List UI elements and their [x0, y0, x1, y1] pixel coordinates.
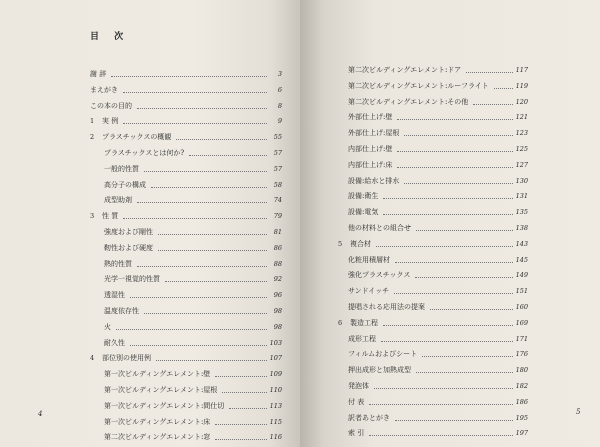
dot-leader [416, 371, 513, 373]
dot-leader [383, 213, 512, 215]
dot-leader [137, 201, 267, 203]
dot-leader [176, 138, 267, 140]
toc-entry-title: 靭性および硬度 [104, 243, 153, 252]
toc-entry-title: 外部仕上げ:屋根 [348, 129, 400, 138]
toc-entry [348, 188, 528, 204]
toc-entry-title: 部位別の使用例 [102, 354, 151, 363]
right-page-number: 5 [576, 408, 581, 416]
toc-page-number: 120 [515, 97, 528, 106]
right-page [300, 0, 600, 447]
dot-leader [369, 403, 512, 405]
toc-page-number: 130 [515, 176, 528, 185]
toc-entry [104, 240, 282, 256]
toc-page-number: 74 [273, 196, 282, 205]
toc-entry [104, 256, 282, 272]
toc-page-number: 98 [273, 322, 282, 331]
toc-page-number: 151 [515, 287, 528, 296]
chapter-number: 2 [90, 133, 95, 142]
toc-entry-title: 耐久性 [104, 338, 125, 347]
toc-entry [104, 287, 282, 303]
toc-entry [348, 394, 528, 410]
toc-entry-title: 第二次ビルディングエレメント:その他 [348, 97, 469, 106]
toc-entry-title: 強化プラスチックス [348, 271, 411, 280]
toc-entry-title: 成形工程 [348, 334, 376, 343]
toc-entry-title: サンドイッチ [348, 287, 390, 296]
toc-entry-title: 第一次ビルディングエレメント:間仕切 [104, 401, 225, 410]
toc-entry-title: 成型助剤 [104, 196, 132, 205]
toc-entry [348, 283, 528, 299]
dot-leader [123, 122, 267, 124]
toc-page-number: 109 [269, 370, 282, 379]
toc-entry [90, 208, 282, 224]
toc-page-number: 115 [269, 417, 282, 426]
toc-entry [104, 366, 282, 382]
toc-page-number: 57 [273, 149, 282, 157]
toc-entry [348, 362, 528, 378]
dot-leader [156, 359, 267, 361]
toc-entry [348, 78, 528, 94]
toc-entry [348, 267, 528, 283]
toc-entry-title: 設備:電気 [348, 208, 379, 217]
toc-entry [90, 98, 282, 114]
toc-page-number: 138 [515, 224, 528, 232]
toc-entry [90, 66, 282, 82]
toc-entry [104, 382, 282, 398]
toc-entry-title: 化粧用積層材 [348, 255, 390, 264]
toc-page-number: 127 [515, 160, 528, 169]
toc-entry-title: 実 例 [102, 117, 119, 126]
toc-page-number: 3 [277, 70, 282, 78]
toc-entry-title: 第一次ビルディングエレメント:床 [104, 417, 211, 426]
dot-leader [369, 434, 512, 436]
dot-leader [144, 312, 267, 314]
toc-page-number: 116 [269, 433, 282, 442]
toc-entry-title: 光学一視覚的性質 [104, 275, 160, 284]
dot-leader [111, 75, 267, 77]
dot-leader [137, 107, 267, 109]
toc-entry [348, 425, 528, 441]
toc-entry [104, 429, 282, 445]
dot-leader [123, 217, 267, 219]
chapter-number: 6 [338, 318, 343, 327]
dot-leader [144, 170, 267, 172]
toc-entry-title: 発泡体 [348, 382, 369, 390]
toc-page-number: 103 [269, 338, 282, 347]
dot-leader [473, 103, 512, 105]
toc-entry-title: 他の材料との組合せ [348, 224, 411, 232]
toc-entry-title: 第二次ビルディングエレメント:ルーフライト [348, 81, 489, 90]
toc-page-number: 57 [273, 164, 282, 173]
toc-page-number: 96 [273, 291, 282, 300]
dot-leader [394, 292, 512, 294]
toc-entry-title: 提唱される応用法の提案 [348, 303, 425, 311]
toc-page-number: 107 [269, 354, 282, 363]
chapter-number: 4 [90, 354, 95, 363]
toc-entry [348, 220, 528, 236]
toc-entry [348, 62, 528, 78]
toc-page-number: 125 [515, 145, 528, 153]
dot-leader [158, 249, 267, 251]
toc-entry-title: 第二次ビルディングエレメント:窓 [104, 433, 211, 442]
toc-entry-title: 設備:衛生 [348, 192, 379, 201]
dot-leader [130, 344, 267, 346]
toc-entry-title: 内部仕上げ:床 [348, 160, 393, 169]
dot-leader [430, 308, 513, 310]
toc-entry [348, 410, 528, 426]
dot-leader [165, 280, 267, 282]
dot-leader [422, 355, 512, 357]
toc-entry [104, 303, 282, 319]
toc-entry-title: 索 引 [348, 429, 365, 438]
toc-page-number: 113 [269, 401, 282, 410]
dot-leader [381, 340, 513, 342]
dot-leader [116, 328, 267, 330]
toc-page-number: 79 [273, 212, 282, 221]
dot-leader [397, 118, 512, 120]
dot-leader [151, 186, 267, 188]
toc-entry [104, 161, 282, 177]
toc-entry-title: 火 [104, 322, 111, 331]
toc-page-number: 145 [515, 255, 528, 264]
toc-entry [104, 224, 282, 240]
dot-leader [415, 276, 512, 278]
toc-entry [348, 299, 528, 315]
toc-page-number: 169 [515, 318, 528, 327]
toc-page-number: 186 [515, 397, 528, 406]
toc-entry-title: 設備:給水と排水 [348, 176, 400, 185]
toc-entry [90, 82, 282, 98]
toc-entry-title: 第一次ビルディングエレメント:屋根 [104, 386, 218, 394]
dot-leader [374, 387, 513, 389]
dot-leader [376, 245, 513, 247]
left-page-number: 4 [38, 410, 43, 418]
dot-leader [397, 166, 512, 168]
dot-leader [416, 229, 513, 231]
toc-heading: 目 次 [90, 32, 130, 42]
toc-entry [104, 319, 282, 335]
dot-leader [383, 324, 513, 326]
dot-leader [189, 154, 267, 156]
toc-page-number: 121 [515, 113, 528, 122]
dot-leader [137, 265, 267, 267]
toc-entry-title: フィルムおよびシート [348, 350, 418, 359]
dot-leader [222, 391, 266, 393]
dot-leader [123, 91, 267, 93]
toc-entry-title: 謝 辞 [90, 70, 107, 78]
toc-page-number: 180 [515, 366, 528, 375]
toc-page-number: 58 [273, 180, 282, 189]
dot-leader [395, 419, 513, 421]
toc-entry [90, 129, 282, 145]
toc-page-number: 8 [277, 101, 282, 110]
toc-page-number: 143 [515, 239, 528, 248]
dot-leader [215, 375, 266, 377]
toc-entry-title: 第二次ビルディングエレメント:ドア [348, 66, 462, 74]
toc-entry-title: 訳者あとがき [348, 413, 390, 422]
dot-leader [404, 182, 512, 184]
toc-page-number: 197 [515, 429, 528, 438]
toc-page-number: 98 [273, 307, 282, 315]
toc-entry [104, 398, 282, 414]
toc-page-number: 86 [273, 243, 282, 252]
toc-entry-title: プラスチックスとは何か? [104, 149, 185, 157]
toc-entry-title: 押出成形と加熱成型 [348, 366, 411, 375]
dot-leader [215, 423, 266, 425]
toc-page-number: 6 [277, 85, 282, 94]
toc-entry-title: 外部仕上げ:壁 [348, 113, 393, 122]
toc-entry [348, 94, 528, 110]
toc-page-number: 119 [515, 81, 528, 90]
toc-page-number: 131 [515, 192, 528, 201]
toc-page-number: 9 [277, 117, 282, 126]
toc-entry [104, 145, 282, 161]
toc-page-number: 171 [515, 334, 528, 343]
toc-entry-title: 熱的性質 [104, 259, 132, 268]
toc-page-number: 88 [273, 259, 282, 268]
toc-entry [348, 346, 528, 362]
toc-page-number: 176 [515, 350, 528, 359]
toc-entry-title: 一般的性質 [104, 164, 139, 173]
toc-entry-title: 透湿性 [104, 291, 125, 300]
toc-entry [348, 141, 528, 157]
toc-entry [104, 335, 282, 351]
toc-entry [90, 113, 282, 129]
dot-leader [215, 438, 266, 440]
toc-entry-title: 内部仕上げ:壁 [348, 145, 393, 153]
toc-entry [348, 173, 528, 189]
toc-entry-title: 第一次ビルディングエレメント:壁 [104, 370, 211, 379]
dot-leader [494, 87, 513, 89]
toc-page-number: 117 [515, 66, 528, 74]
toc-entry-title: 強度および剛性 [104, 228, 153, 236]
chapter-number: 5 [338, 239, 343, 248]
chapter-number: 1 [90, 117, 95, 126]
toc-entry [104, 177, 282, 193]
toc-entry [348, 378, 528, 394]
chapter-number: 3 [90, 212, 95, 221]
toc-page-number: 81 [273, 228, 282, 236]
toc-page-number: 92 [273, 275, 282, 284]
toc-entry [104, 192, 282, 208]
toc-page-number: 149 [515, 271, 528, 280]
toc-page-number: 160 [515, 303, 528, 311]
toc-entry [338, 236, 528, 252]
toc-entry-title: プラスチックスの概観 [102, 133, 172, 142]
toc-entry [348, 157, 528, 173]
toc-page-number: 55 [273, 133, 282, 142]
toc-page-number: 195 [515, 413, 528, 422]
toc-entry [90, 350, 282, 366]
dot-leader [395, 261, 513, 263]
dot-leader [229, 407, 266, 409]
toc-entry-title: まえがき [90, 85, 118, 94]
toc-entry-title: この本の目的 [90, 101, 132, 110]
toc-entry [348, 252, 528, 268]
toc-entry [104, 414, 282, 430]
dot-leader [130, 296, 267, 298]
toc-entry [104, 271, 282, 287]
dot-leader [383, 197, 512, 199]
toc-page-number: 110 [269, 386, 282, 394]
toc-entry [348, 204, 528, 220]
toc-page-number: 135 [515, 208, 528, 217]
dot-leader [404, 134, 512, 136]
toc-entry [348, 331, 528, 347]
toc-entry [348, 125, 528, 141]
toc-entry [338, 315, 528, 331]
toc-entry-title: 付 表 [348, 397, 365, 406]
toc-entry [348, 109, 528, 125]
dot-leader [466, 71, 512, 73]
toc-entry-title: 高分子の構成 [104, 180, 146, 189]
dot-leader [158, 233, 267, 235]
toc-page-number: 182 [515, 382, 528, 390]
toc-entry-title: 性 質 [102, 212, 119, 221]
toc-entry-title: 複合材 [350, 239, 371, 248]
dot-leader [397, 150, 512, 152]
toc-entry-title: 温度依存性 [104, 307, 139, 315]
toc-page-number: 123 [515, 129, 528, 138]
toc-entry-title: 製造工程 [350, 318, 378, 327]
